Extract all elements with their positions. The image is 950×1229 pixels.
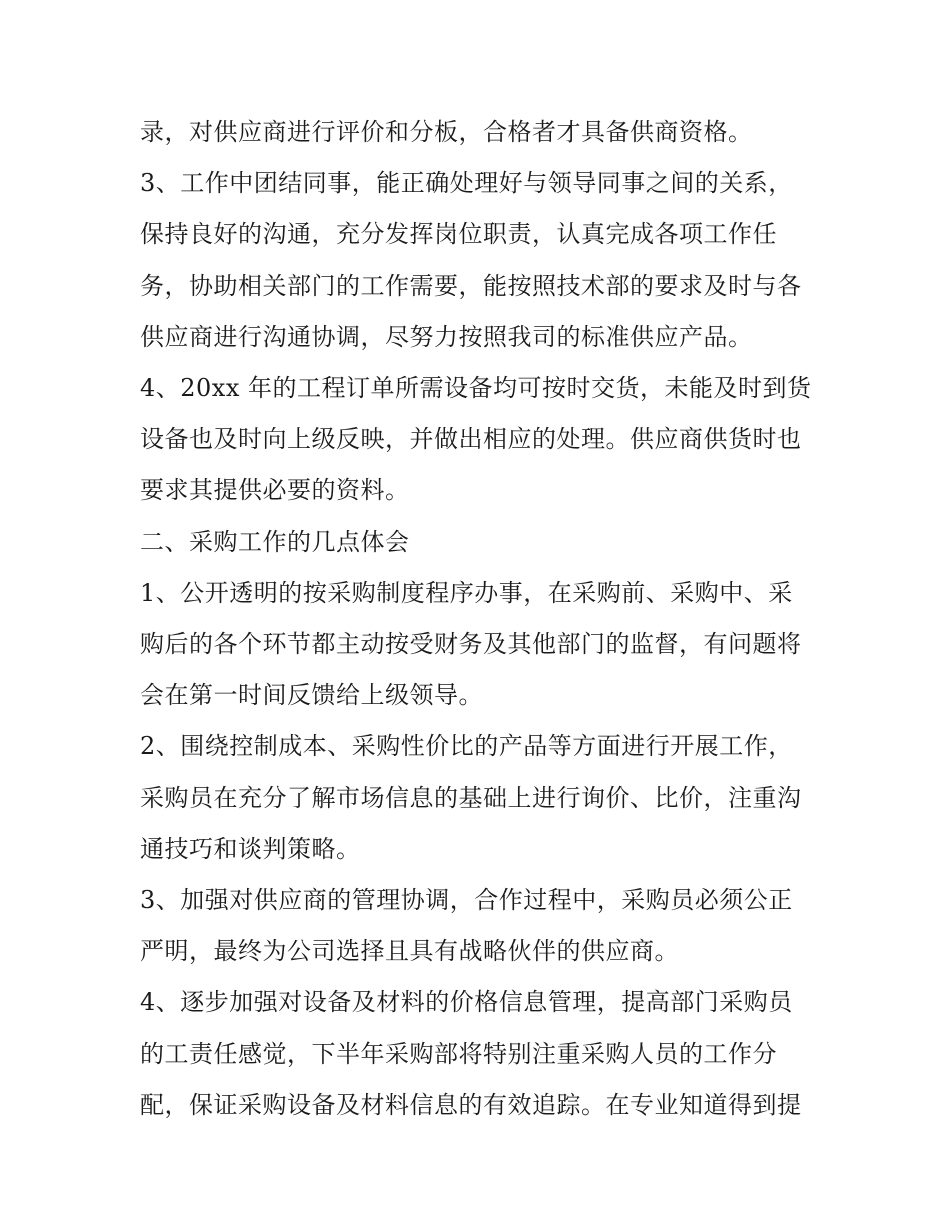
paragraph-insight-3-supplier-management [140,875,820,977]
text-line: 的工责任感觉，下半年采购部将特别注重采购人员的工作分 [140,1039,777,1068]
paragraph-insight-4-price-info [140,977,820,1131]
text-line: 会在第一时间反馈给上级领导。 [140,681,483,710]
paragraph-supplier-evaluation [140,107,820,158]
text-line: 4、20xx 年的工程订单所需设备均可按时交货，未能及时到货 [140,374,812,403]
paragraph-insight-1-transparency [140,568,820,722]
text-line: 二、采购工作的几点体会 [140,527,410,556]
text-line: 采购员在充分了解市场信息的基础上进行询价、比价，注重沟 [140,783,802,812]
text-line: 购后的各个环节都主动按受财务及其他部门的监督，有问题将 [140,630,802,659]
text-line: 设备也及时向上级反映，并做出相应的处理。供应商供货时也 [140,425,802,454]
text-line: 要求其提供必要的资料。 [140,476,410,505]
text-line: 供应商进行沟通协调，尽努力按照我司的标准供应产品。 [140,322,753,351]
paragraph-item-3-teamwork [140,158,820,363]
section-heading-purchasing-insights [140,517,820,568]
text-line: 3、工作中团结同事，能正确处理好与领导同事之间的关系， [140,169,793,198]
text-line: 通技巧和谈判策略。 [140,834,361,863]
paragraph-insight-2-cost-control [140,721,820,875]
text-line: 2、围绕控制成本、采购性价比的产品等方面进行开展工作， [140,732,793,761]
text-line: 保持良好的沟通，充分发挥岗位职责，认真完成各项工作任 [140,220,777,249]
paragraph-item-4-delivery [140,363,820,517]
text-line: 务，协助相关部门的工作需要，能按照技术部的要求及时与各 [140,271,802,300]
text-line: 1、公开透明的按采购制度程序办事，在采购前、采购中、采 [140,578,793,607]
text-line: 严明，最终为公司选择且具有战略伙伴的供应商。 [140,937,679,966]
text-line: 配，保证采购设备及材料信息的有效追踪。在专业知道得到提 [140,1090,802,1119]
document-body [140,107,820,1131]
text-line: 3、加强对供应商的管理协调，合作过程中，采购员必须公正 [140,886,793,915]
text-line: 4、逐步加强对设备及材料的价格信息管理，提高部门采购员 [140,988,793,1017]
text-line: 录，对供应商进行评价和分板，合格者才具备供商资格。 [140,118,753,146]
